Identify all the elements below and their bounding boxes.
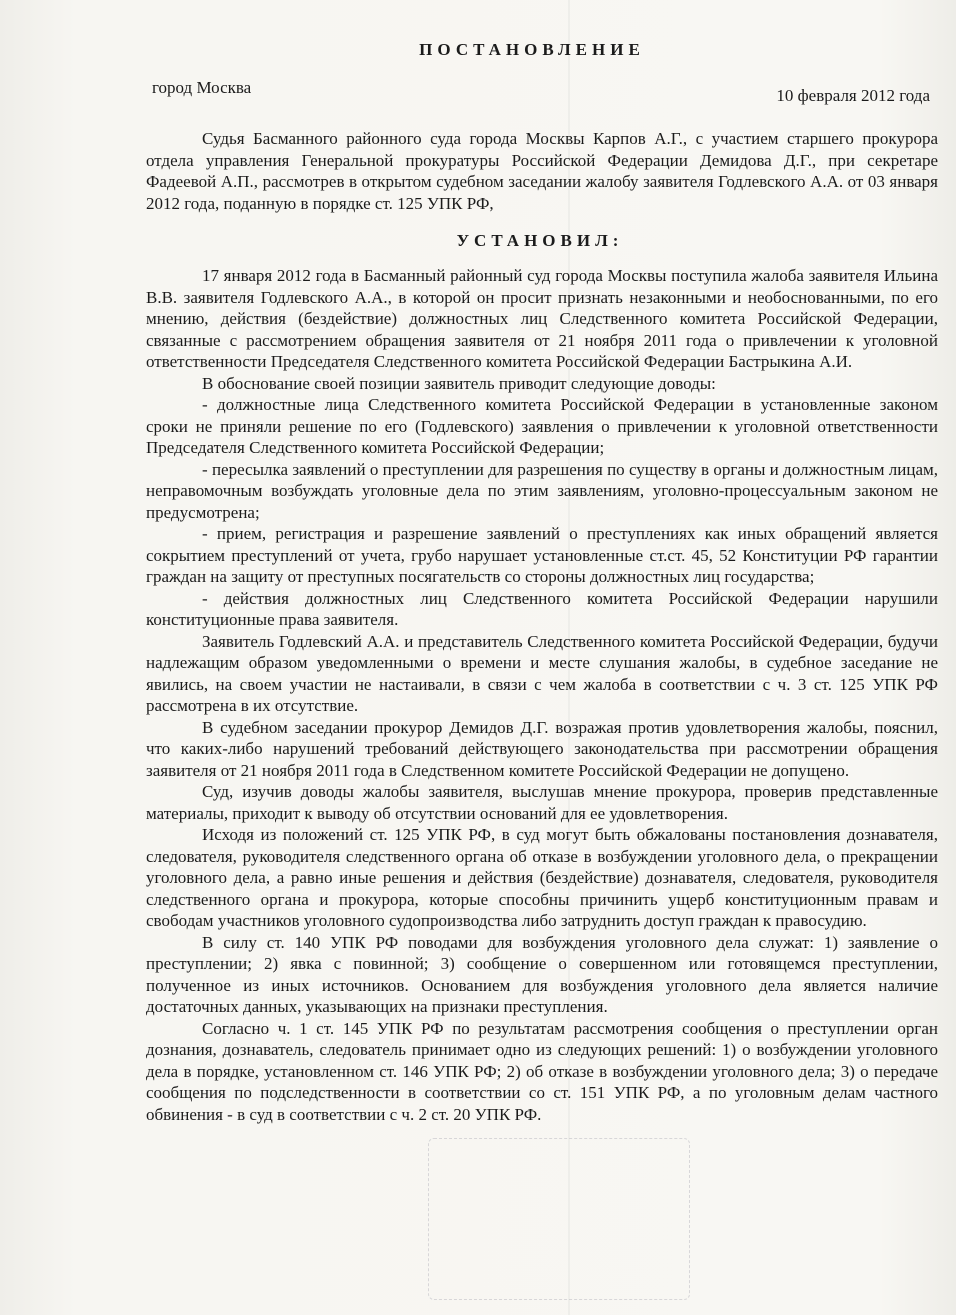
- city-line: город Москва: [152, 78, 252, 97]
- paragraph: Суд, изучив доводы жалобы заявителя, выслушав мнение прокурора, проверив представленные материалы, приходит к выводу об отсутствии оснований для ее удовлетворения.: [146, 782, 938, 823]
- document-date: 10 февраля 2012 года: [776, 86, 930, 105]
- intro-paragraph: Судья Басманного районного суда города Москвы Карпов А.Г., с участием старшего прокурора отдела управления Генеральной прокуратуры Российской Федерации Демидова Д.Г., при секретаре Фадеевой А.П., рассмотрев в открытом судебном заседании жалобу заявителя Годлевского А.А. от 03 января 2012 года, поданную в порядке ст. 125 УПК РФ,: [146, 129, 938, 213]
- paragraph: Заявитель Годлевский А.А. и представитель Следственного комитета Российской Федерации, будучи надлежащим образом уведомленными о времени и месте слушания жалобы, в судебное заседание не явились, на своем участии не настаивали, в связи с чем жалоба в соответствии с ч. 3 ст. 125 УПК РФ рассмотрена в их отсутствие.: [146, 631, 938, 715]
- paragraph: 17 января 2012 года в Басманный районный суд города Москвы поступила жалоба заявителя Ильина В.В. заявителя Годлевского А.А., в которой он просит признать незаконными и необоснованными, по его мнению, действия (бездействие) должностных лиц Следственного комитета Российской Федерации, связанные с рассмотрением обращения заявителя от 21 ноября 2011 года о привлечении к уголовной ответственности Председателя Следственного комитета Российской Федерации Бастрыкина А.И.: [146, 266, 938, 371]
- paragraph: - пересылка заявлений о преступлении для разрешения по существу в органы и должностным лицам, неправомочным возбуждать уголовные дела по этим заявлениям, уголовно-процессуальным законом не предусмотрена;: [146, 459, 938, 522]
- document-title: ПОСТАНОВЛЕНИЕ: [419, 40, 645, 59]
- body-text: [146, 265, 938, 1125]
- paragraph: - прием, регистрация и разрешение заявлений о преступлениях как иных обращений является сокрытием преступлений от учета, грубо нарушает установленные ст.ст. 45, 52 Конституции РФ гарантии граждан на защиту от преступных посягательств со стороны должностных лиц государства;: [146, 524, 938, 586]
- paragraph: Исходя из положений ст. 125 УПК РФ, в суд могут быть обжалованы постановления дознавателя, следователя, руководителя следственного органа об отказе в возбуждении уголовного дела, о прекращении уголовного дела, а равно иные решения и действия (бездействие) дознавателя, следователя, руководителя следственного органа и прокурора, которые способны причинить ущерб конституционным правам и свободам участников уголовного судопроизводства либо затруднить доступ граждан к правосудию.: [146, 825, 938, 930]
- section-title: УСТАНОВИЛ:: [456, 231, 624, 250]
- intro-paragraph-block: [146, 128, 938, 214]
- paragraph: Согласно ч. 1 ст. 145 УПК РФ по результатам рассмотрения сообщения о преступлении орган дознания, дознаватель, следователь принимает одно из следующих решений: 1) о возбуждении уголовного дела в порядке, установленном ст. 146 УПК РФ; 2) об отказе в возбуждении уголовного дела; 3) о передаче сообщения по подследственности в соответствии со ст. 151 УПК РФ, а по уголовным делам частного обвинения - в суд в соответствии с ч. 2 ст. 20 УПК РФ.: [146, 1018, 938, 1124]
- paragraph: В обоснование своей позиции заявитель приводит следующие доводы:: [202, 373, 716, 393]
- paragraph: В силу ст. 140 УПК РФ поводами для возбуждения уголовного дела служат: 1) заявление о преступлении; 2) явка с повинной; 3) сообщение о совершенном или готовящемся преступлении, полученное из иных источников. Основанием для возбуждения уголовного дела является наличие достаточных данных, указывающих на признаки преступления.: [146, 932, 938, 1016]
- paragraph: В судебном заседании прокурор Демидов Д.Г. возражая против удовлетворения жалобы, пояснил, что каких-либо нарушений требований действующего законодательства при рассмотрении обращения заявителя от 21 ноября 2011 года в Следственном комитете Российской Федерации не допущено.: [146, 717, 938, 780]
- paragraph: - должностные лица Следственного комитета Российской Федерации в установленные законом сроки не приняли решение по его (Годлевского) заявления о привлечении к уголовной ответственности Председателя Следственного комитета Российской Федерации;: [146, 395, 938, 457]
- paragraph: - действия должностных лиц Следственного комитета Российской Федерации нарушили конституционные права заявителя.: [146, 588, 938, 629]
- faded-stamp: [428, 1138, 690, 1300]
